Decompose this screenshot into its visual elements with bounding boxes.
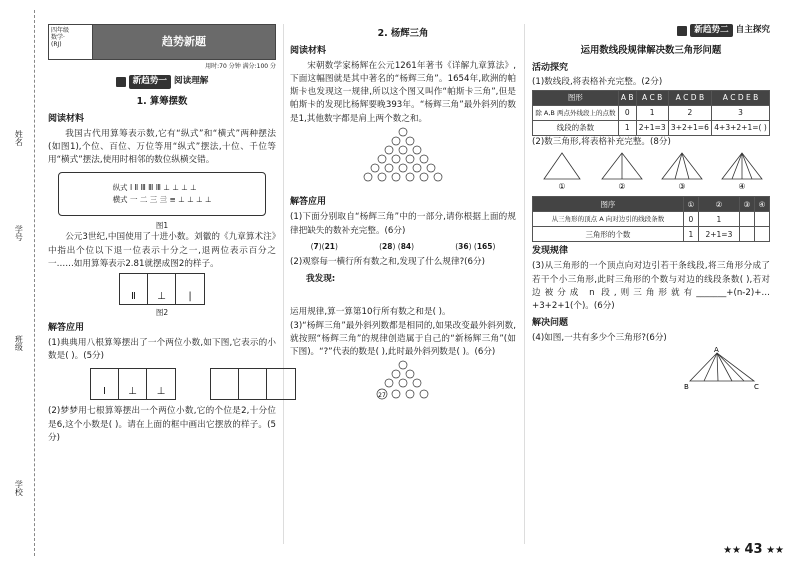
book-icon [677, 26, 687, 36]
svg-text:④: ④ [738, 182, 746, 192]
rods-figure-2: Ⅱ ⊥ | [119, 273, 205, 305]
question: (1)典典用八根算筹摆出了一个两位小数,如下图,它表示的小数是( )。(5分) [48, 337, 276, 362]
svg-text:③: ③ [678, 182, 686, 192]
explore-heading: 活动探究 [532, 62, 569, 73]
triangle-figures [532, 149, 770, 191]
svg-text:②: ② [618, 182, 626, 192]
triangle-table: 图序 ① ② ③ ④ 从三角形的顶点 A 向对边引的线段条数 0 1 三角形的个数 1 2+1=3 [532, 196, 770, 242]
question: (4)如图,一共有多少个三角形?(6分) [532, 332, 667, 343]
rule-heading: 发现规律 [532, 246, 569, 257]
question: (2)观察每一横行所有数之和,发现了什么规律?(6分) [290, 256, 485, 267]
column-1 [48, 24, 276, 544]
time-meta: 用时:70 分钟 满分:100 分 [205, 63, 276, 70]
cut-line [34, 10, 35, 556]
column-divider [283, 24, 284, 544]
question: (2)数三角形,将表格补充完整。(8分) [532, 136, 671, 147]
section-title: 运用数线段规律解决数三角形问题 [580, 44, 722, 56]
discover-label: 我发现: [306, 273, 336, 284]
svg-text:B: B [684, 382, 689, 391]
question: (2)梦梦用七根算筹摆出一个两位小数,它的个位是2,十分位是6,这个小数是( )。请在上面的框中画出它摆放的样子。(5分) [48, 406, 276, 444]
svg-text:①: ① [558, 182, 566, 192]
section-title: 2. 杨辉三角 [377, 28, 429, 39]
column-divider [524, 24, 525, 544]
answer-box[interactable] [210, 368, 296, 400]
binding-margin [0, 0, 46, 566]
question: 运用规律,算一算第10行所有数之和是( )。 [290, 307, 451, 318]
page-number: ★★ 43 ★★ [723, 541, 784, 557]
paragraph: 宋朝数学家杨辉在公元1261年著书《详解九章算法》,下面这幅图就是其中著名的“杨辉三角”。1654年,欧洲的帕斯卡也发现这一规律,所以这个图又叫作“帕斯卡三角”,但是帕斯卡的发现比杨辉要晚393年。“杨辉三角”最外斜列的数是1,其他数字都是肩上两个数之和。 [290, 60, 516, 124]
header-box [48, 24, 276, 60]
counting-rods-figure: 纵式 Ⅰ Ⅱ Ⅲ Ⅲ Ⅲ ⊥ ⊥ ⊥ ⊥ 横式 一 二 三 亖 ≡ ⊥ ⊥ ⊥ ⊥ [58, 172, 266, 216]
new-triangle-figure [290, 359, 516, 407]
svg-text:A: A [714, 345, 719, 354]
segment-table: 图形 A B A C B A C D B A C D E B 除 A,B 两点外线段上的点数 0 1 2 3 线段的条数 1 2+1=3 3+2+1=6 4+3+2+1=( ) [532, 90, 770, 136]
class-label: 班级 [14, 335, 24, 351]
paragraph: 我国古代用算筹表示数,它有“纵式”和“横式”两种摆法(如图1),个位、百位、万位等用“纵式”摆法,十位、千位等用“横式”摆法,使用时相邻的数位纵横交错。 [48, 128, 276, 166]
question: (3)“杨辉三角”最外斜列数都是相同的,如果改变最外斜列数,就按照“杨辉三角”的规律创造属于自己的“新杨辉三角”(如下图)。“?”代表的数是( ),此时最外斜列数是( )。(6分) [290, 320, 516, 358]
yang-hui-triangle-figure [290, 126, 516, 188]
column-3 [532, 24, 770, 544]
section-title: 1. 算筹摆数 [136, 96, 188, 108]
column-2 [290, 24, 516, 544]
grade-box: 四年级 数学· (RJ) [49, 25, 93, 59]
svg-text:C: C [754, 382, 759, 391]
school-label: 学校 [14, 480, 24, 496]
new-triangle-value: 27 [378, 392, 386, 400]
trend-tag: 新趋势二 自主探究 [677, 24, 770, 37]
question: (3)从三角形的一个顶点向对边引若干条线段,将三角形分成了若干个小三角形,此时三角形的个数与对边的线段条数( ),若对边被分成 n 段,则三角形就有_______+(n-2)+…+3+2+1(个)。(6分) [532, 261, 770, 312]
figure-caption: 图2 [155, 308, 169, 318]
fan-triangle-figure [532, 345, 770, 393]
question: (1)下面分别取自“杨辉三角”中的一部分,请你根据上面的规律把缺失的数补充完整。(6分) [290, 212, 516, 236]
page-title: 趋势新题 [93, 25, 275, 59]
book-icon [116, 77, 126, 87]
name-label: 姓名 [14, 130, 24, 146]
answer-heading: 解答应用 [290, 197, 327, 208]
rods-box: Ⅰ ⊥ ⊥ [90, 368, 176, 400]
paragraph: 公元3世纪,中国使用了十进小数。刘徽的《九章算术注》中指出个位以下退一位表示十分之一,退两位表示百分之一……如用算筹表示2.81就摆成图2的样子。 [48, 232, 276, 269]
figure-caption: 图1 [155, 220, 169, 230]
triangle-pieces: (7)(21) (28) (84) (36) (165) [310, 241, 496, 251]
id-label: 学号 [14, 225, 24, 241]
read-heading: 阅读材料 [48, 113, 85, 124]
question: (1)数线段,将表格补充完整。(2分) [532, 77, 663, 88]
answer-heading: 解答应用 [48, 322, 85, 333]
trend-tag: 新趋势一 阅读理解 [116, 75, 209, 88]
read-heading: 阅读材料 [290, 45, 327, 56]
solve-heading: 解决问题 [532, 317, 569, 328]
